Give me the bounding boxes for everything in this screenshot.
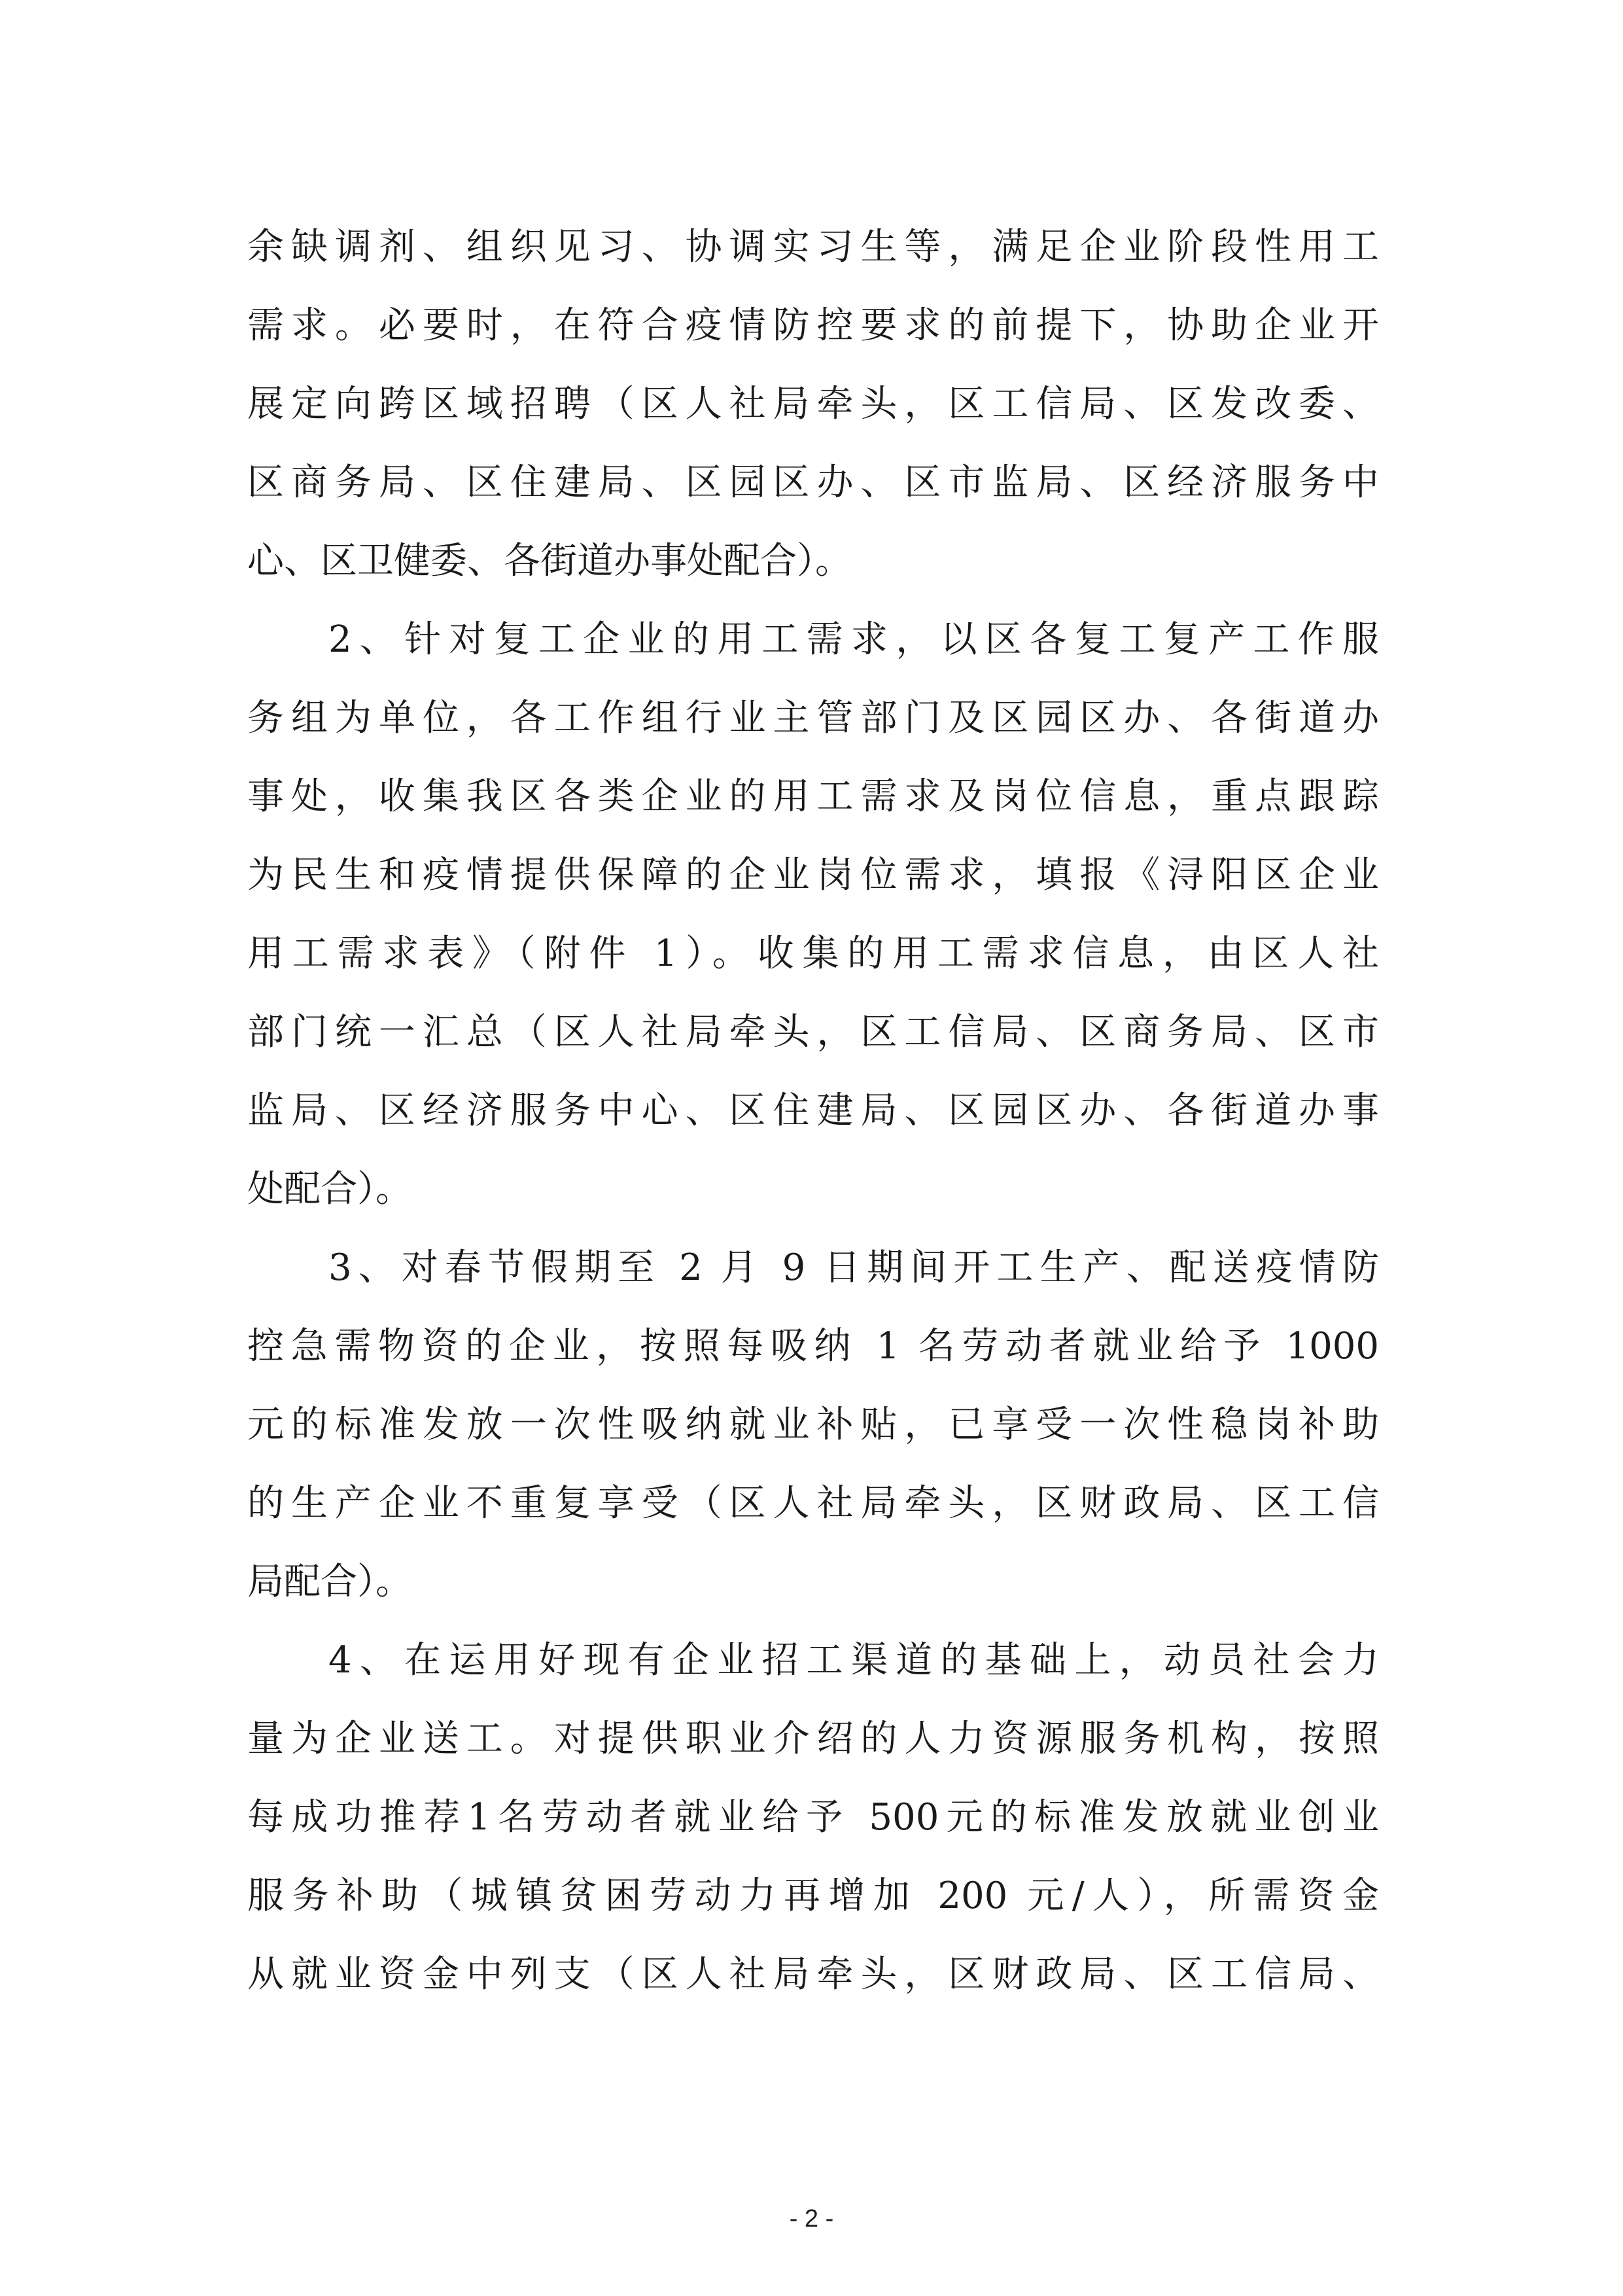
text-line: 展定向跨区域招聘（区人社局牵头，区工信局、区发改委、	[247, 383, 1379, 425]
text-line: 部门统一汇总（区人社局牵头，区工信局、区商务局、区市	[247, 1011, 1379, 1053]
text-line: 从就业资金中列支（区人社局牵头，区财政局、区工信局、	[247, 1953, 1379, 1996]
text-line: 服务补助（城镇贫困劳动力再增加 200 元/人），所需资金	[247, 1875, 1379, 1917]
text-line: 务组为单位，各工作组行业主管部门及区园区办、各街道办	[247, 697, 1379, 739]
text-line: 心、区卫健委、各街道办事处配合）。	[247, 540, 852, 582]
text-line: 量为企业送工。对提供职业介绍的人力资源服务机构，按照	[247, 1718, 1379, 1760]
page-number: - 2 -	[789, 2205, 834, 2233]
text-line: 局配合）。	[247, 1561, 412, 1603]
paragraph-3-start: 3、对春节假期至 2 月 9 日期间开工生产、配送疫情防	[328, 1246, 1379, 1289]
text-line: 控急需物资的企业，按照每吸纳 1 名劳动者就业给予 1000	[247, 1325, 1379, 1368]
paragraph-2-start: 2、针对复工企业的用工需求，以区各复工复产工作服	[328, 618, 1379, 661]
text-line: 监局、区经济服务中心、区住建局、区园区办、各街道办事	[247, 1089, 1379, 1132]
text-line: 为民生和疫情提供保障的企业岗位需求，填报《浔阳区企业	[247, 854, 1379, 896]
text-line: 事处，收集我区各类企业的用工需求及岗位信息，重点跟踪	[247, 775, 1379, 818]
text-line: 的生产企业不重复享受（区人社局牵头，区财政局、区工信	[247, 1482, 1379, 1525]
text-line: 余缺调剂、组织见习、协调实习生等，满足企业阶段性用工	[247, 226, 1379, 268]
text-line: 区商务局、区住建局、区园区办、区市监局、区经济服务中	[247, 461, 1379, 504]
text-line: 处配合）。	[247, 1168, 412, 1210]
text-line: 需求。必要时，在符合疫情防控要求的前提下，协助企业开	[247, 304, 1379, 347]
paragraph-4-start: 4、在运用好现有企业招工渠道的基础上，动员社会力	[328, 1639, 1379, 1682]
text-line: 用工需求表》（附件 1）。收集的用工需求信息，由区人社	[247, 932, 1379, 975]
text-line: 每成功推荐1名劳动者就业给予 500元的标准发放就业创业	[247, 1796, 1379, 1839]
text-line: 元的标准发放一次性吸纳就业补贴，已享受一次性稳岗补助	[247, 1404, 1379, 1446]
